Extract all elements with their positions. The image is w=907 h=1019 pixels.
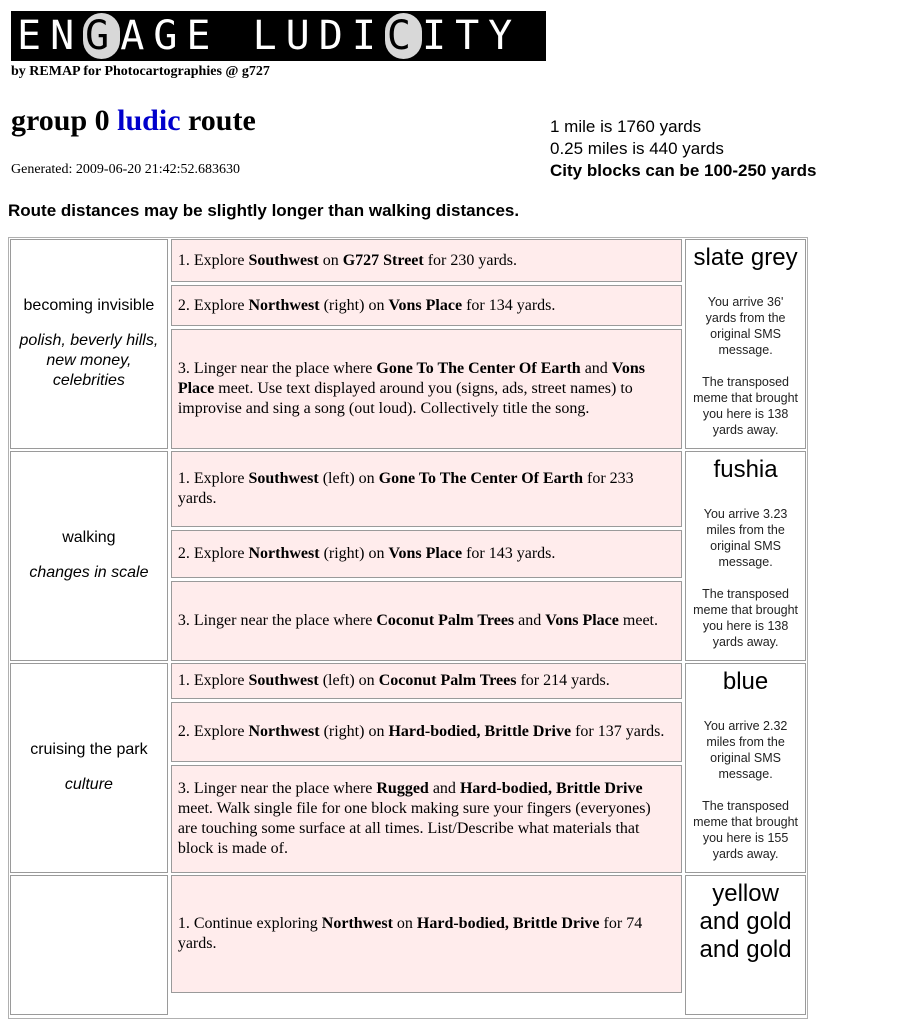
site-logo[interactable] [11, 11, 546, 61]
route-group [10, 663, 806, 873]
theme-subtitle: culture [64, 776, 113, 793]
route-step: 3. Linger near the place where Gone To The Center Of Earth and Vons Place meet. Use text displayed around you (signs, ads, street names) to improvise and sing a song (out loud). Collectively title the song. [171, 329, 682, 449]
route-disclaimer: Route distances may be slightly longer than walking distances. [8, 201, 520, 220]
color-name: blue [722, 668, 769, 695]
route-step: 2. Explore Northwest (right) on Vons Place for 134 yards. [171, 285, 682, 326]
arrival-info: You arrive 36' yards from the original SMS message. [705, 295, 786, 357]
byline: by REMAP for Photocartographies @ g727 [11, 64, 270, 79]
step-list [171, 663, 682, 873]
theme-cell [10, 451, 168, 661]
meme-info: The transposed meme that brought you here is 138 yards away. [693, 375, 799, 437]
route-step: 1. Continue exploring Northwest on Hard-bodied, Brittle Drive for 74 yards. [171, 875, 682, 993]
route-step: 2. Explore Northwest (right) on Hard-bodied, Brittle Drive for 137 yards. [171, 702, 682, 762]
route-step: 1. Explore Southwest (left) on Coconut Palm Trees for 214 yards. [171, 663, 682, 699]
arrival-info: You arrive 3.23 miles from the original SMS message. [703, 507, 788, 569]
route-table [8, 237, 808, 1019]
color-name: yellow and gold and gold [699, 880, 792, 963]
theme-cell [10, 239, 168, 449]
generated-timestamp: Generated: 2009-06-20 21:42:52.683630 [11, 162, 241, 177]
step-list [171, 239, 682, 449]
color-panel [685, 663, 806, 873]
theme-name: walking [62, 529, 116, 546]
color-panel [685, 875, 806, 1015]
color-name: slate grey [693, 244, 798, 271]
route-step: 3. Linger near the place where Rugged and Hard-bodied, Brittle Drive meet. Walk single file for one block making sure your fingers (everyones) are touching some surface at all times. List/Describe what materials that block is made of. [171, 765, 682, 873]
route-step: 1. Explore Southwest on G727 Street for 230 yards. [171, 239, 682, 282]
route-step: 1. Explore Southwest (left) on Gone To The Center Of Earth for 233 yards. [171, 451, 682, 527]
distance-reference [550, 116, 816, 182]
meme-info: The transposed meme that brought you here is 155 yards away. [693, 799, 799, 861]
theme-cell [10, 663, 168, 873]
route-group [10, 451, 806, 661]
distance-line-blocks: City blocks can be 100-250 yards [550, 161, 817, 180]
theme-name: becoming invisible [23, 297, 155, 314]
step-list [171, 451, 682, 661]
color-name: fushia [713, 456, 778, 483]
arrival-info: You arrive 2.32 miles from the original SMS message. [703, 719, 788, 781]
step-list [171, 875, 682, 1015]
theme-name: cruising the park [30, 741, 148, 758]
color-panel [685, 451, 806, 661]
theme-subtitle: polish, beverly hills, new money, celebrities [19, 332, 159, 389]
theme-subtitle: changes in scale [29, 564, 149, 581]
title-keyword: ludic [117, 104, 181, 137]
route-step: 3. Linger near the place where Coconut Palm Trees and Vons Place meet. [171, 581, 682, 661]
distance-line-mile: 1 mile is 1760 yards [550, 117, 702, 136]
logo-wordmark: ENGAGE LUDICITY [17, 13, 522, 59]
route-step: 2. Explore Northwest (right) on Vons Place for 143 yards. [171, 530, 682, 578]
route-group [10, 875, 806, 1015]
meme-info: The transposed meme that brought you here is 138 yards away. [693, 587, 799, 649]
theme-cell [10, 875, 168, 1015]
color-panel [685, 239, 806, 449]
distance-line-quarter: 0.25 miles is 440 yards [550, 139, 724, 158]
page-title: group 0 ludic route [11, 104, 256, 137]
route-group [10, 239, 806, 449]
